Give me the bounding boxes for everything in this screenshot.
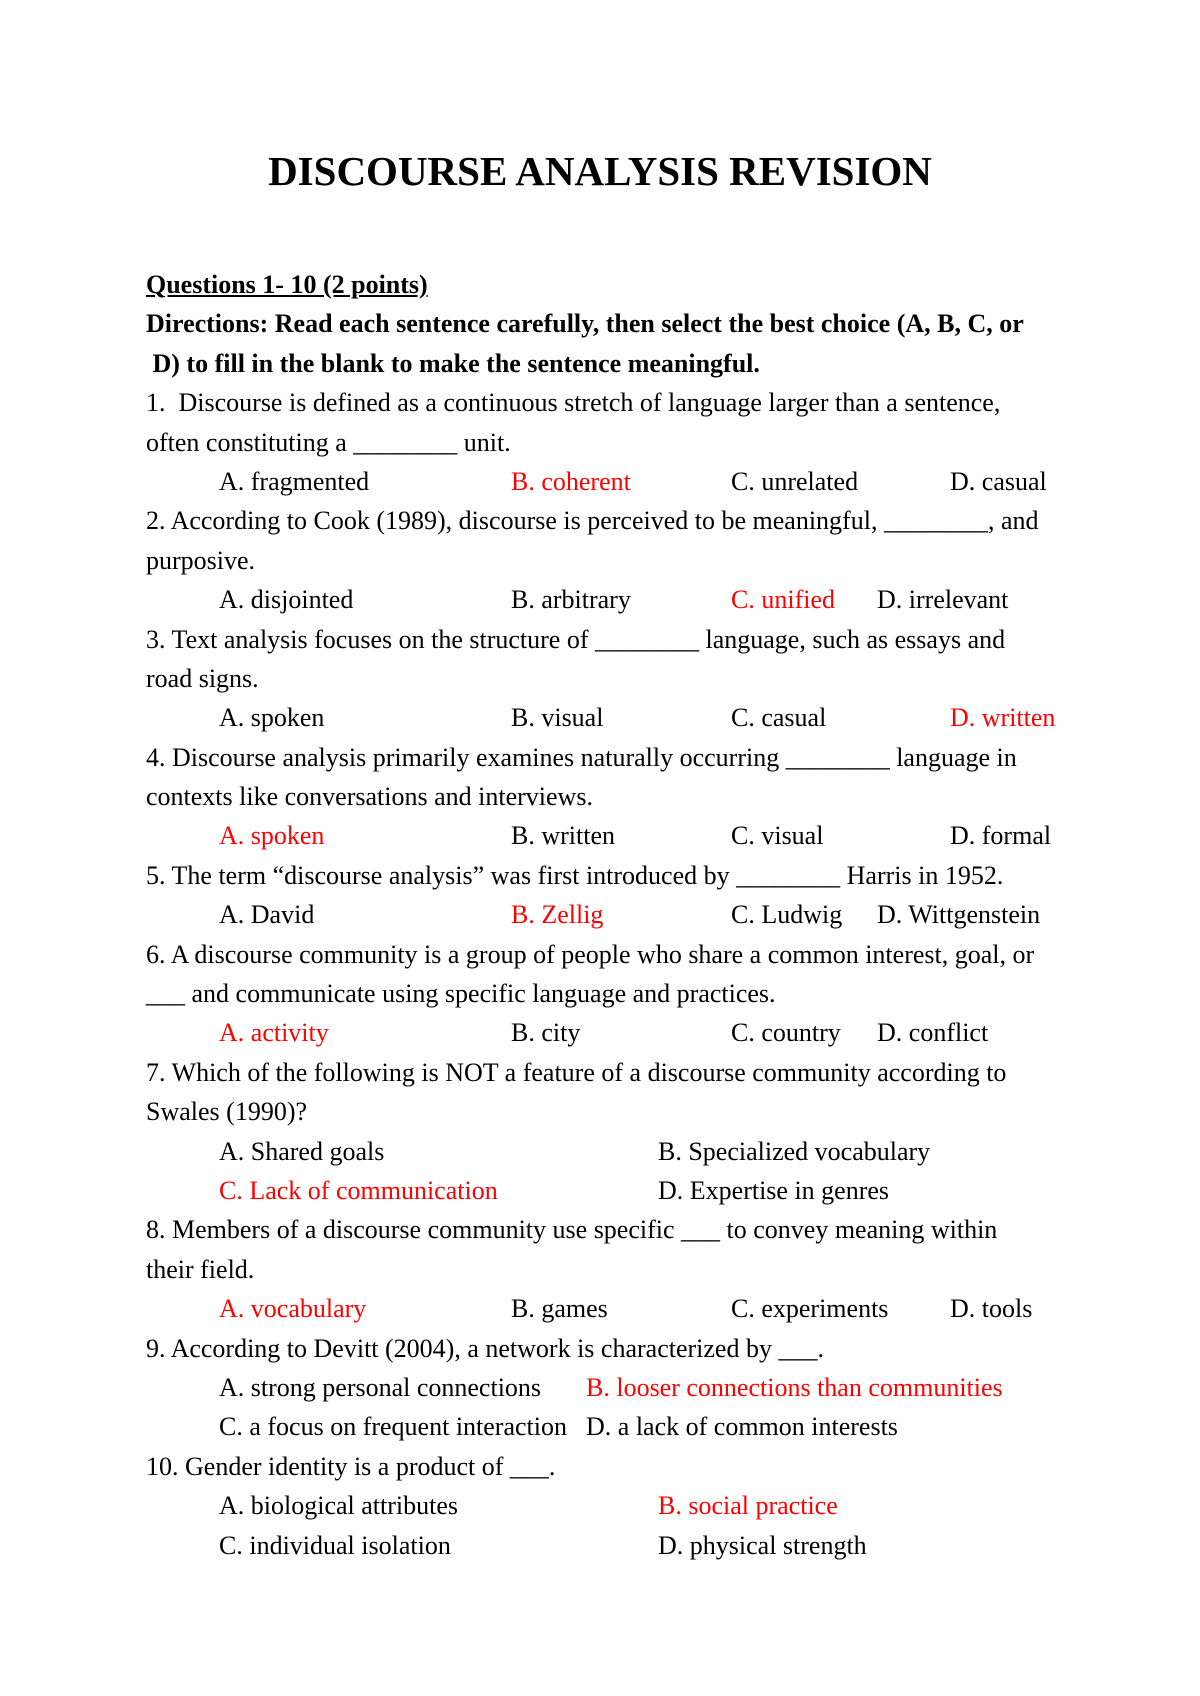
option-row xyxy=(146,1486,1146,1525)
question-3 xyxy=(146,620,1146,738)
option-b: B. Specialized vocabulary xyxy=(658,1136,931,1166)
option-a: A. fragmented xyxy=(219,466,370,496)
option-c: C. Ludwig xyxy=(731,900,843,930)
option-c: C. unified xyxy=(731,585,835,615)
question-stem-line: road signs. xyxy=(146,663,259,693)
question-8 xyxy=(146,1210,1146,1328)
page-title: DISCOURSE ANALYSIS REVISION xyxy=(268,148,932,194)
question-section xyxy=(146,265,1146,1565)
question-stem-line: often constituting a ________ unit. xyxy=(146,427,511,457)
option-row xyxy=(146,1407,1146,1446)
question-stem-line: 7. Which of the following is NOT a feature of a discourse community according to xyxy=(146,1057,1007,1087)
option-b: B. coherent xyxy=(511,466,631,496)
option-row xyxy=(146,816,1146,855)
option-a: A. spoken xyxy=(219,821,325,851)
option-b: B. city xyxy=(511,1018,581,1048)
option-b: B. Zellig xyxy=(511,900,604,930)
option-d: D. formal xyxy=(950,821,1052,851)
option-d: D. written xyxy=(950,703,1056,733)
option-d: D. irrelevant xyxy=(877,585,1009,615)
question-9 xyxy=(146,1329,1146,1447)
option-c: C. experiments xyxy=(731,1294,889,1324)
option-row xyxy=(146,1013,1146,1052)
option-b: B. looser connections than communities xyxy=(586,1372,1003,1402)
option-a: A. spoken xyxy=(219,703,325,733)
question-stem-line: 8. Members of a discourse community use specific ___ to convey meaning within xyxy=(146,1215,998,1245)
option-a: A. Shared goals xyxy=(219,1136,385,1166)
option-d: D. Expertise in genres xyxy=(658,1175,890,1205)
question-stem-line: 3. Text analysis focuses on the structure of ________ language, such as essays and xyxy=(146,624,1006,654)
option-a: A. activity xyxy=(219,1018,329,1048)
question-stem-line: contexts like conversations and interviews. xyxy=(146,782,593,812)
option-b: B. written xyxy=(511,821,615,851)
question-6 xyxy=(146,935,1146,1053)
question-stem-line: 4. Discourse analysis primarily examines naturally occurring ________ language in xyxy=(146,742,1017,772)
question-1 xyxy=(146,383,1146,501)
option-row xyxy=(146,1171,1146,1210)
question-stem-line: 5. The term “discourse analysis” was first introduced by ________ Harris in 1952. xyxy=(146,860,1004,890)
option-row xyxy=(146,580,1146,619)
option-a: A. biological attributes xyxy=(219,1491,459,1521)
option-a: A. vocabulary xyxy=(219,1294,367,1324)
option-c: C. Lack of communication xyxy=(219,1175,498,1205)
question-stem-line: 6. A discourse community is a group of people who share a common interest, goal, or xyxy=(146,939,1035,969)
option-a: A. strong personal connections xyxy=(219,1372,542,1402)
option-d: D. physical strength xyxy=(658,1530,867,1560)
question-stem-line: their field. xyxy=(146,1254,255,1284)
option-row xyxy=(146,1289,1146,1328)
directions-line: Directions: Read each sentence carefully, then select the best choice (A, B, C, or xyxy=(146,309,1024,339)
option-c: C. unrelated xyxy=(731,466,859,496)
question-stem-line: 1. Discourse is defined as a continuous stretch of language larger than a sentence, xyxy=(146,388,1001,418)
option-row xyxy=(146,1368,1146,1407)
section-heading: Questions 1- 10 (2 points) xyxy=(146,270,428,299)
question-stem-line: 9. According to Devitt (2004), a network is characterized by ___. xyxy=(146,1333,824,1363)
question-5 xyxy=(146,856,1146,935)
question-stem-line: ___ and communicate using specific language and practices. xyxy=(146,979,776,1009)
option-d: D. tools xyxy=(950,1294,1033,1324)
question-stem-line: Swales (1990)? xyxy=(146,1097,308,1127)
option-row xyxy=(146,698,1146,737)
option-d: D. Wittgenstein xyxy=(877,900,1041,930)
option-c: C. a focus on frequent interaction xyxy=(219,1412,567,1442)
option-d: D. a lack of common interests xyxy=(586,1412,898,1442)
option-b: B. arbitrary xyxy=(511,585,631,615)
question-stem-line: purposive. xyxy=(146,545,256,575)
option-c: C. country xyxy=(731,1018,841,1048)
question-7 xyxy=(146,1053,1146,1211)
option-a: A. David xyxy=(219,900,315,930)
option-b: B. visual xyxy=(511,703,604,733)
option-a: A. disjointed xyxy=(219,585,354,615)
option-c: C. individual isolation xyxy=(219,1530,451,1560)
question-stem-line: 10. Gender identity is a product of ___. xyxy=(146,1451,556,1481)
directions-line: D) to fill in the blank to make the sentence meaningful. xyxy=(146,348,760,378)
option-row xyxy=(146,1132,1146,1171)
option-d: D. casual xyxy=(950,466,1047,496)
option-c: C. visual xyxy=(731,821,824,851)
option-d: D. conflict xyxy=(877,1018,989,1048)
option-row xyxy=(146,462,1146,501)
option-c: C. casual xyxy=(731,703,827,733)
question-4 xyxy=(146,738,1146,856)
option-row xyxy=(146,1526,1146,1565)
option-b: B. social practice xyxy=(658,1491,838,1521)
question-10 xyxy=(146,1447,1146,1565)
question-stem-line: 2. According to Cook (1989), discourse is perceived to be meaningful, ________, and xyxy=(146,506,1039,536)
question-2 xyxy=(146,501,1146,619)
option-row xyxy=(146,895,1146,934)
option-b: B. games xyxy=(511,1294,608,1324)
